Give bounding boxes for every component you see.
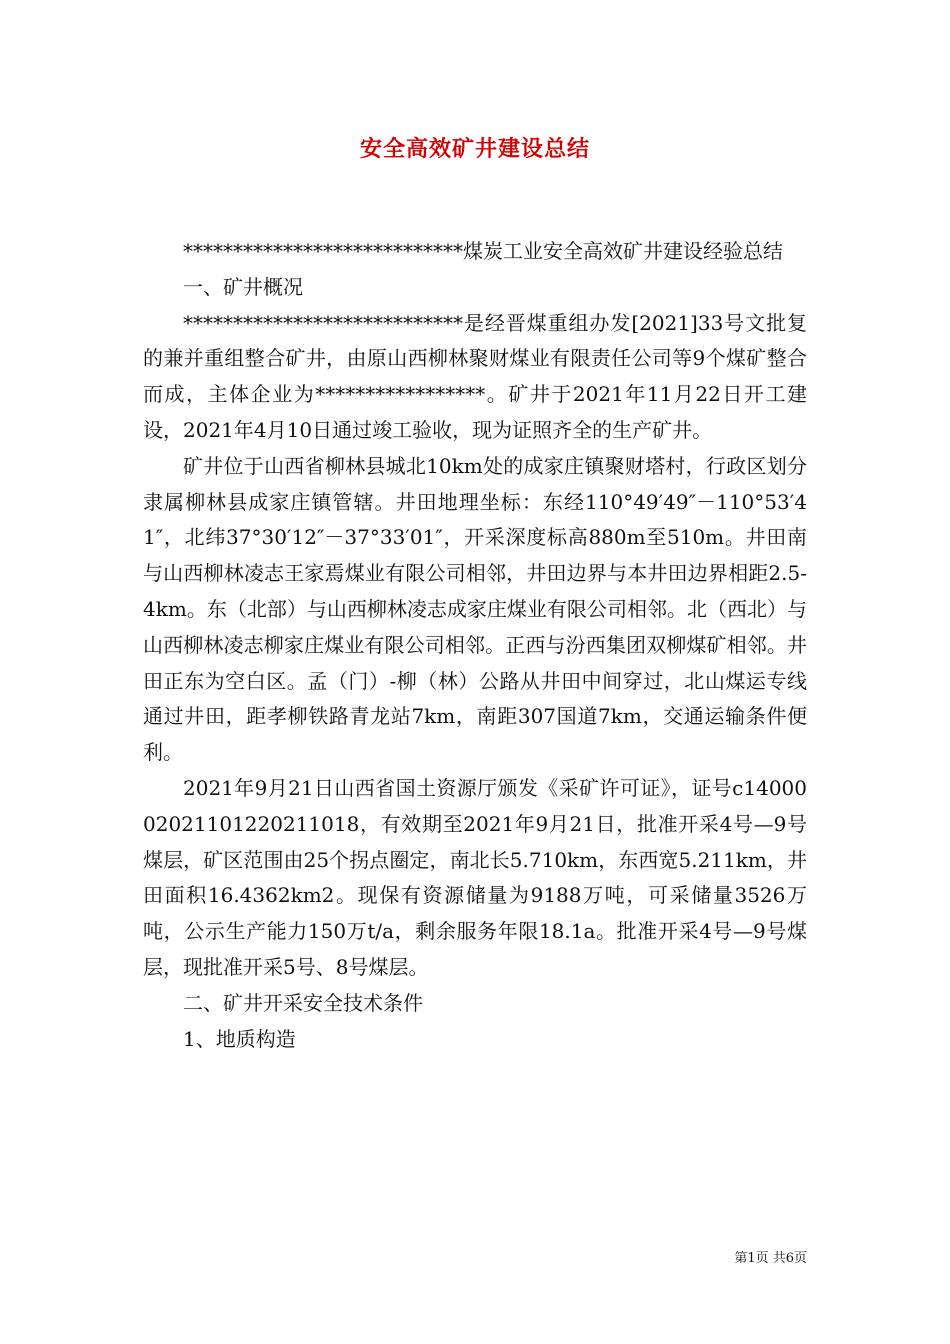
page-number-footer: 第1页 共6页 [734,1251,807,1266]
document-body [143,234,807,1057]
paragraph-mine-background: ****************************是经晋煤重组办发[2021]33号文批复的兼并重组整合矿井，由原山西柳林聚财煤业有限责任公司等9个煤矿整合而成，主体企业为*****************。矿井于2021年11月22日开工建设，2021年4月10日通过竣工验收，现为证照齐全的生产矿井。 [143,310,807,442]
paragraph-mine-location: 矿井位于山西省柳林县城北10km处的成家庄镇聚财塔村，行政区划分隶属柳林县成家庄镇管辖。井田地理坐标：东经110°49′49″－110°53′41″，北纬37°30′12″－37°33′01″，开采深度标高880m至510m。井田南与山西柳林凌志王家焉煤业有限公司相邻，井田边界与本井田边界相距2.5-4km。东（北部）与山西柳林凌志成家庄煤业有限公司相邻。北（西北）与山西柳林凌志柳家庄煤业有限公司相邻。正西与汾西集团双柳煤矿相邻。井田正东为空白区。孟（门）-柳（林）公路从井田中间穿过，北山煤运专线通过井田，距孝柳铁路青龙站7km，南距307国道7km，交通运输条件便利。 [143,453,807,765]
subsection-heading-geology: 1、地质构造 [183,1026,296,1051]
section-heading-safety-conditions: 二、矿井开采安全技术条件 [183,990,423,1015]
section-heading-mine-overview: 一、矿井概况 [183,274,303,299]
document-title: 安全高效矿井建设总结 [359,137,590,162]
paragraph-mining-license: 2021年9月21日山西省国土资源厅颁发《采矿许可证》，证号c1400002021101220211018，有效期至2021年9月21日，批准开采4号—9号煤层，矿区范围由25个拐点圈定，南北长5.710km，东西宽5.211km，井田面积16.4362km2。现保有资源储量为9188万吨，可采储量3526万吨，公示生产能力150万t/a，剩余服务年限18.1a。批准开采4号—9号煤层，现批准开采5号、8号煤层。 [143,775,807,979]
paragraph-intro: ****************************煤炭工业安全高效矿井建设经验总结 [183,239,783,263]
